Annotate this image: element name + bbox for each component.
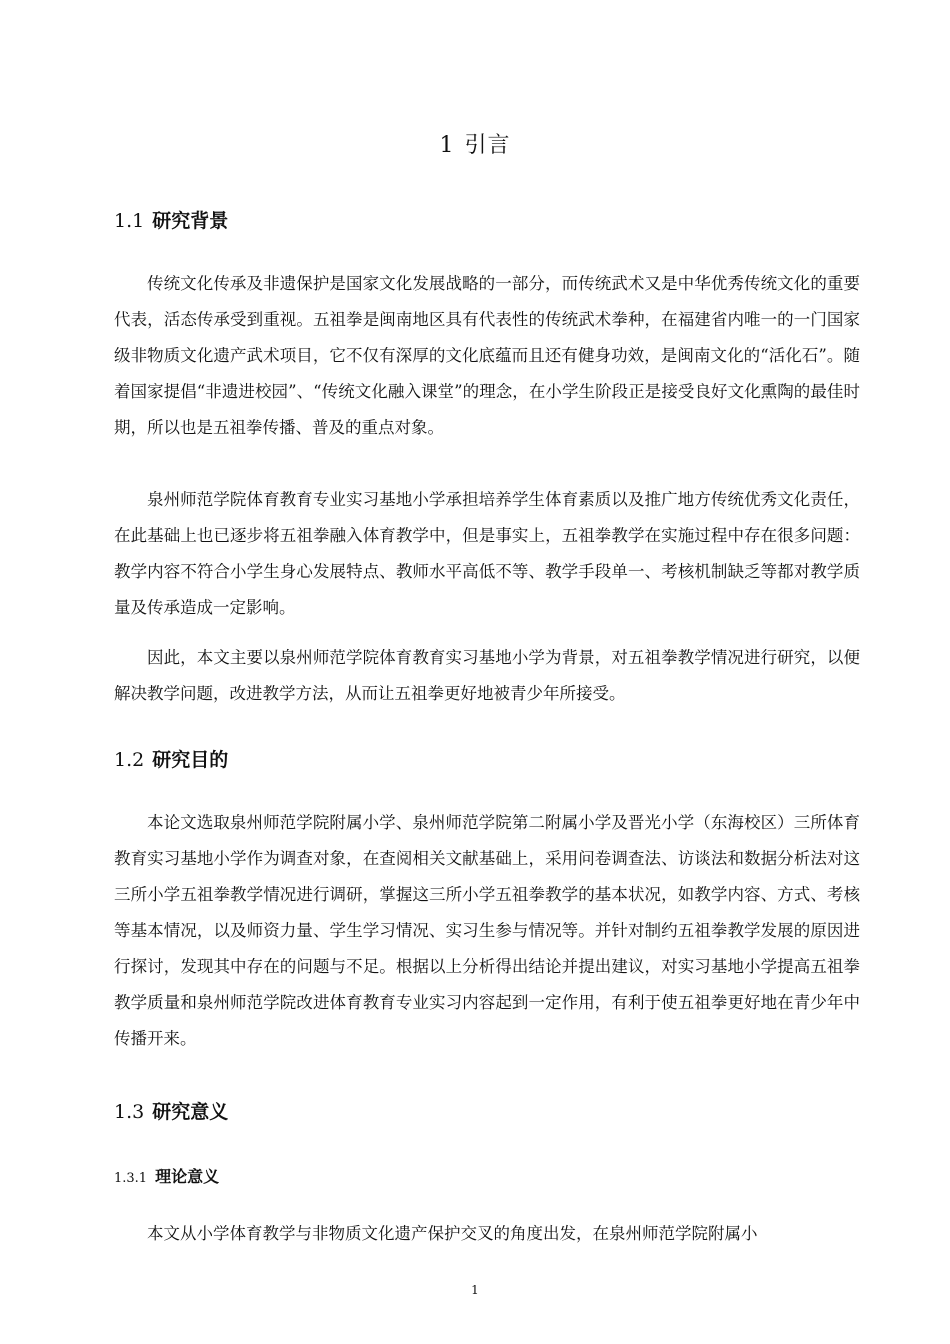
- section-title: 研究背景: [152, 210, 229, 232]
- paragraph-purpose-1: 本论文选取泉州师范学院附属小学、泉州师范学院第二附属小学及晋光小学（东海校区）三所体育教育实习基地小学作为调查对象，在查阅相关文献基础上，采用问卷调查法、访谈法和数据分析法对这三所小学五祖拳教学情况进行调研，掌握这三所小学五祖拳教学的基本状况，如教学内容、方式、考核等基本情况，以及师资力量、学生学习情况、实习生参与情况等。并针对制约五祖拳教学发展的原因进行探讨，发现其中存在的问题与不足。根据以上分析得出结论并提出建议，对实习基地小学提高五祖拳教学质量和泉州师范学院改进体育教育专业实习内容起到一定作用，有利于使五祖拳更好地在青少年中传播开来。: [114, 813, 860, 1048]
- subsection-heading-1-3-1: [114, 1164, 219, 1187]
- chapter-title: [0, 128, 950, 159]
- paragraph-background-1: 传统文化传承及非遗保护是国家文化发展战略的一部分，而传统武术又是中华优秀传统文化的重要代表，活态传承受到重视。五祖拳是闽南地区具有代表性的传统武术拳种，在福建省内唯一的一门国家级非物质文化遗产武术项目，它不仅有深厚的文化底蕴而且还有健身功效，是闽南文化的“活化石”。随着国家提倡“非遗进校园”、“传统文化融入课堂”的理念，在小学生阶段正是接受良好文化熏陶的最佳时期，所以也是五祖拳传播、普及的重点对象。: [114, 274, 860, 437]
- page-number: 1: [471, 1283, 479, 1297]
- section-number: 1.3: [114, 1101, 145, 1123]
- section-heading-1-3: [114, 1097, 228, 1124]
- section-heading-1-2: [114, 745, 228, 772]
- section-heading-1-1: [114, 206, 228, 233]
- section-number: 1.1: [114, 210, 145, 232]
- subsection-title: 理论意义: [155, 1167, 220, 1186]
- chapter-number: 1: [439, 133, 455, 158]
- section-title: 研究意义: [152, 1101, 229, 1123]
- chapter-title-text: 引言: [464, 133, 511, 158]
- section-title: 研究目的: [152, 749, 229, 771]
- paragraph-background-3: 因此，本文主要以泉州师范学院体育教育实习基地小学为背景，对五祖拳教学情况进行研究，以便解决教学问题，改进教学方法，从而让五祖拳更好地被青少年所接受。: [114, 648, 860, 703]
- subsection-number: 1.3.1: [114, 1171, 148, 1186]
- paragraph-theoretical-significance-1: 本文从小学体育教学与非物质文化遗产保护交叉的角度出发，在泉州师范学院附属小: [147, 1224, 758, 1243]
- paragraph-background-2: 泉州师范学院体育教育专业实习基地小学承担培养学生体育素质以及推广地方传统优秀文化责任，在此基础上也已逐步将五祖拳融入体育教学中，但是事实上，五祖拳教学在实施过程中存在很多问题：教学内容不符合小学生身心发展特点、教师水平高低不等、教学手段单一、考核机制缺乏等都对教学质量及传承造成一定影响。: [114, 490, 860, 617]
- section-number: 1.2: [114, 749, 145, 771]
